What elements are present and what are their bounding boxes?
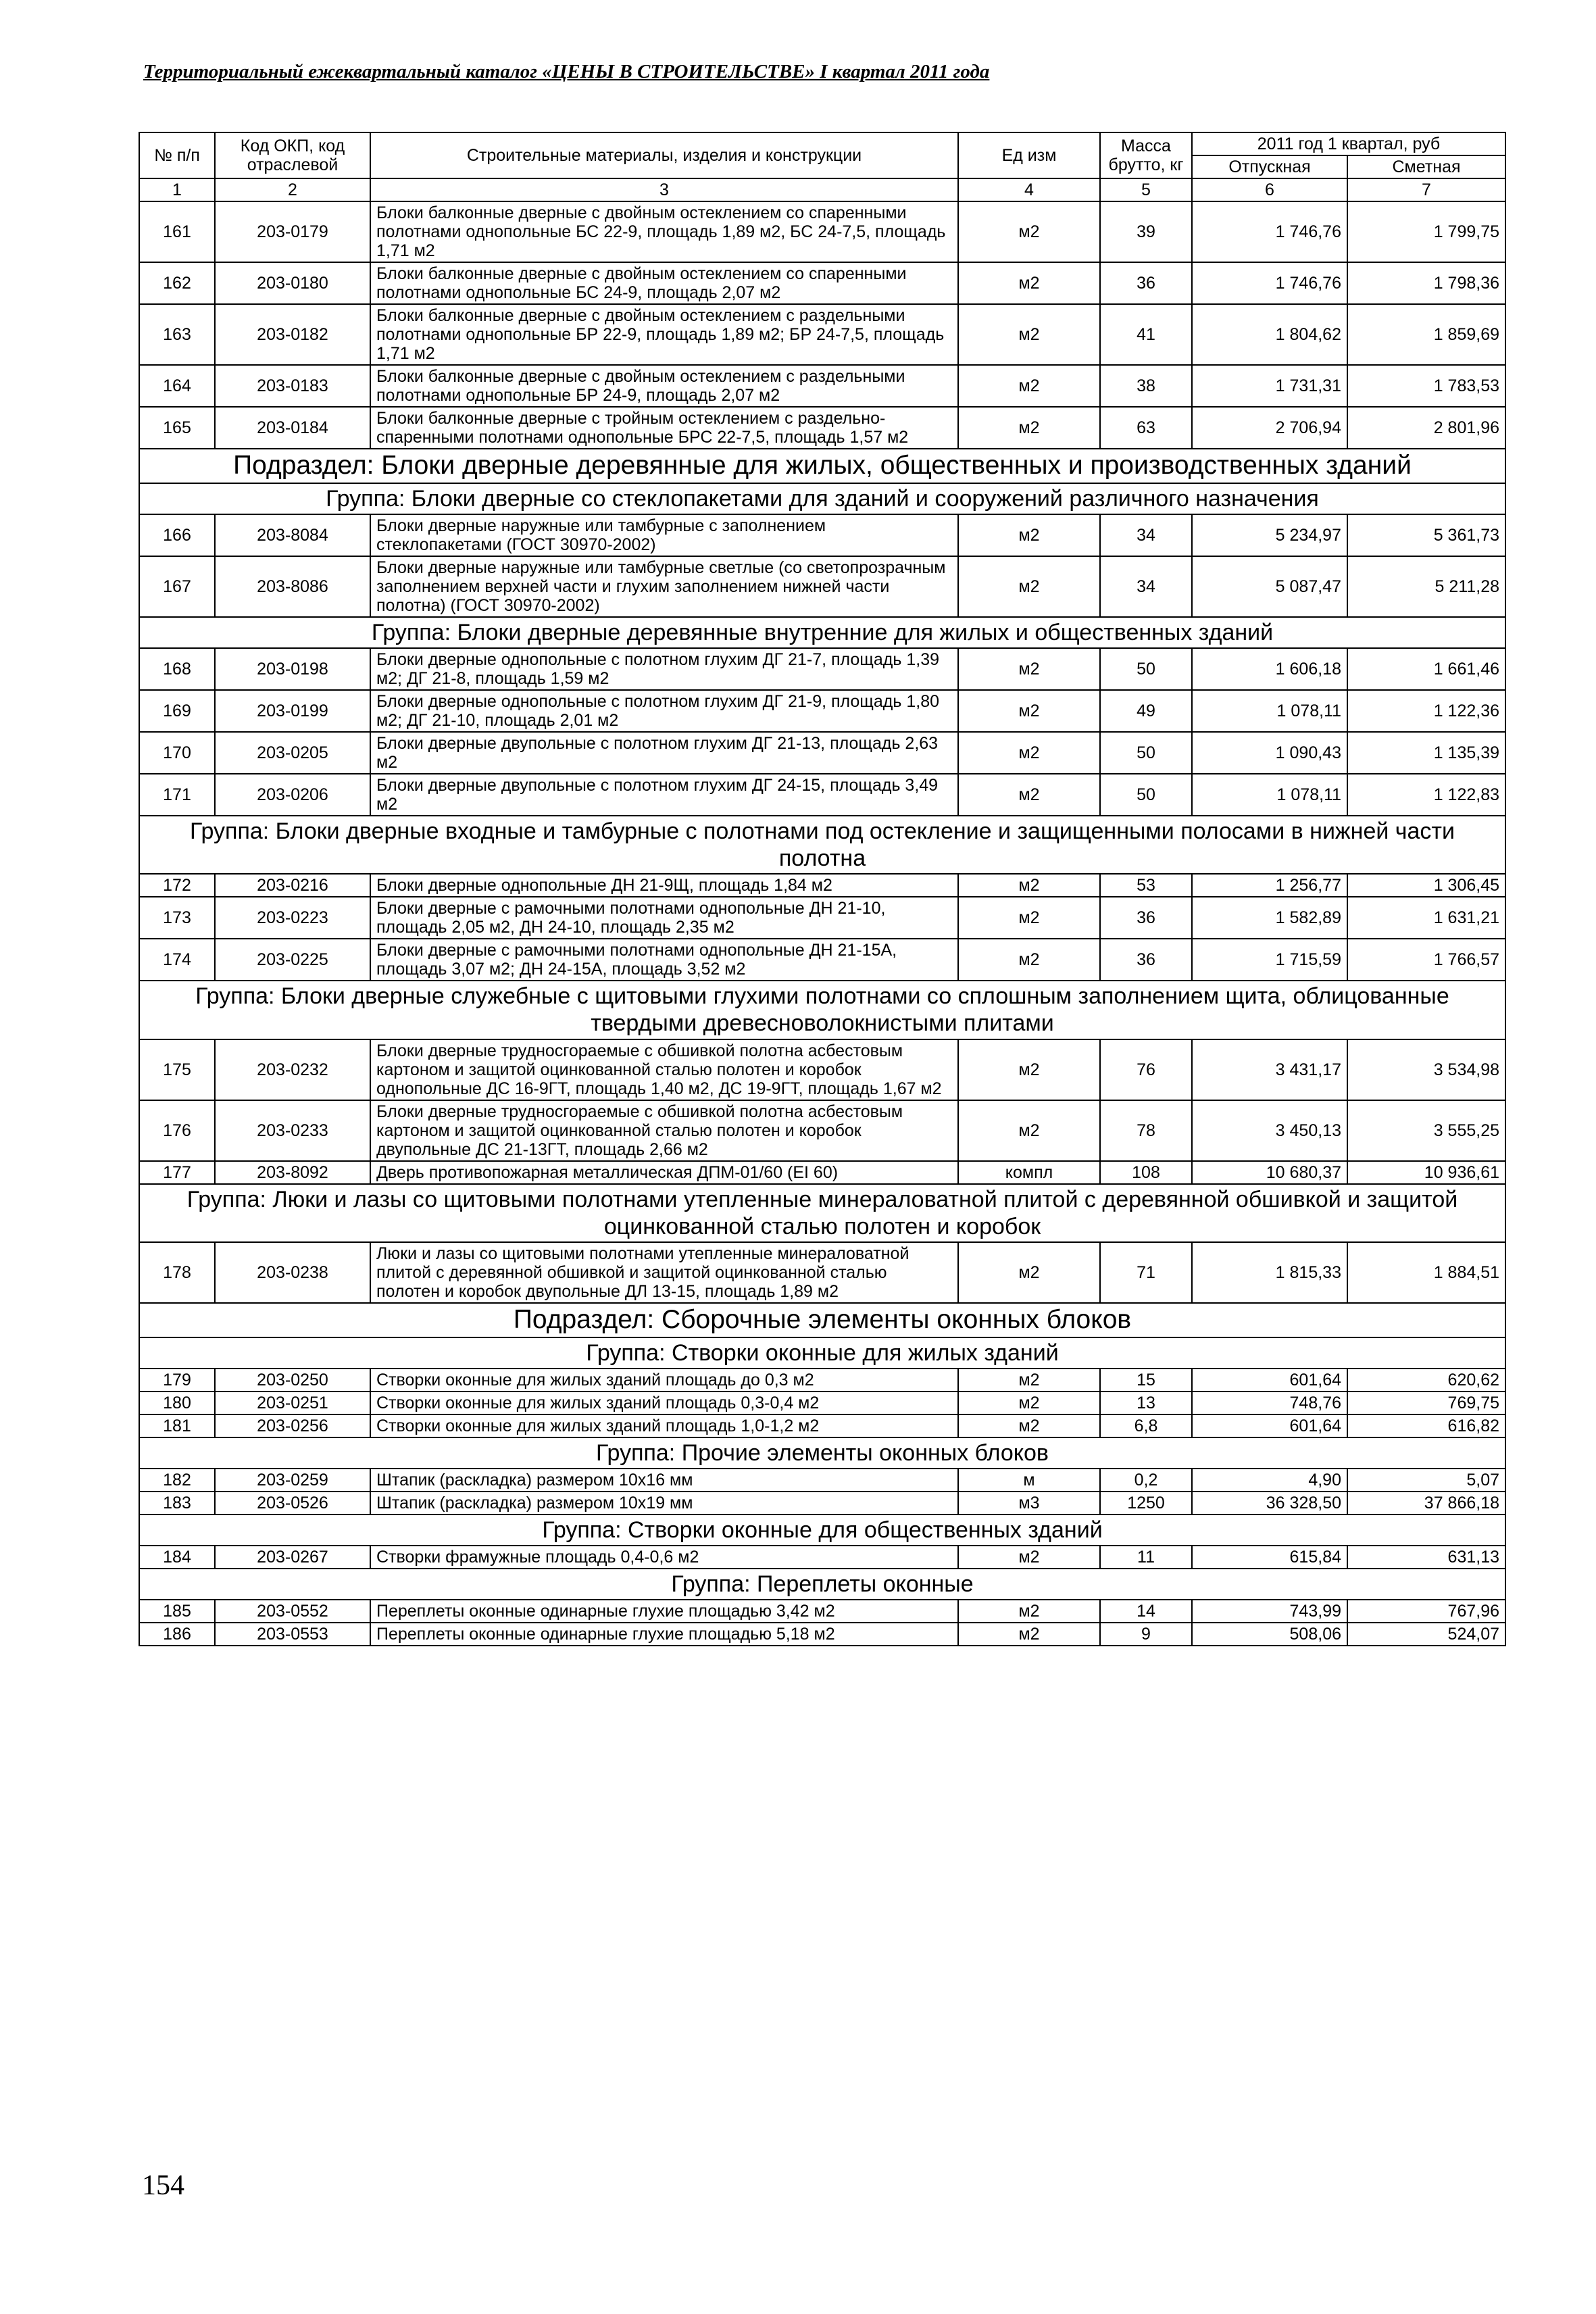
cell-release-price: 1 256,77 — [1192, 874, 1347, 897]
cell-num: 185 — [139, 1600, 215, 1623]
table-row — [139, 201, 1505, 262]
cell-num: 172 — [139, 874, 215, 897]
cell-num: 162 — [139, 262, 215, 304]
cell-release-price: 1 731,31 — [1192, 365, 1347, 407]
table-row — [139, 1242, 1505, 1303]
subsection-title: Подраздел: Блоки дверные деревянные для жилых, общественных и производственных зданий — [139, 449, 1505, 483]
cell-estimate-price: 1 783,53 — [1347, 365, 1505, 407]
cell-unit: м2 — [958, 1600, 1100, 1623]
cell-estimate-price: 10 936,61 — [1347, 1161, 1505, 1184]
cell-unit: м2 — [958, 1623, 1100, 1646]
column-number: 4 — [958, 178, 1100, 201]
cell-unit: м2 — [958, 1242, 1100, 1303]
cell-unit: м3 — [958, 1492, 1100, 1515]
cell-release-price: 1 715,59 — [1192, 939, 1347, 981]
cell-mass: 36 — [1100, 262, 1192, 304]
cell-release-price: 1 582,89 — [1192, 897, 1347, 939]
cell-mass: 0,2 — [1100, 1469, 1192, 1492]
cell-mass: 50 — [1100, 732, 1192, 774]
cell-estimate-price: 5 361,73 — [1347, 514, 1505, 556]
cell-estimate-price: 3 555,25 — [1347, 1100, 1505, 1161]
cell-release-price: 615,84 — [1192, 1546, 1347, 1569]
col-header-period: 2011 год 1 квартал, руб — [1192, 132, 1505, 155]
cell-name: Блоки дверные однопольные с полотном глухим ДГ 21-7, площадь 1,39 м2; ДГ 21-8, площадь 1,59 м2 — [370, 648, 958, 690]
cell-mass: 14 — [1100, 1600, 1192, 1623]
cell-num: 170 — [139, 732, 215, 774]
group-title: Группа: Створки оконные для жилых зданий — [139, 1337, 1505, 1369]
cell-release-price: 4,90 — [1192, 1469, 1347, 1492]
cell-estimate-price: 769,75 — [1347, 1392, 1505, 1414]
col-header-name: Строительные материалы, изделия и конструкции — [370, 132, 958, 178]
table-row — [139, 365, 1505, 407]
cell-estimate-price: 3 534,98 — [1347, 1039, 1505, 1100]
col-header-mass: Масса брутто, кг — [1100, 132, 1192, 178]
table-row — [139, 1469, 1505, 1492]
cell-num: 176 — [139, 1100, 215, 1161]
table-row — [139, 690, 1505, 732]
cell-estimate-price: 37 866,18 — [1347, 1492, 1505, 1515]
group-row — [139, 483, 1505, 514]
cell-name: Блоки дверные наружные или тамбурные с заполнением стеклопакетами (ГОСТ 30970-2002) — [370, 514, 958, 556]
cell-code: 203-0232 — [215, 1039, 370, 1100]
cell-num: 179 — [139, 1369, 215, 1392]
cell-num: 174 — [139, 939, 215, 981]
cell-name: Блоки балконные дверные с двойным остеклением с раздельными полотнами однопольные БР 22-9, площадь 1,89 м2; БР 24-7,5, площадь 1,71 м2 — [370, 304, 958, 365]
cell-mass: 49 — [1100, 690, 1192, 732]
cell-release-price: 10 680,37 — [1192, 1161, 1347, 1184]
cell-unit: м2 — [958, 648, 1100, 690]
cell-estimate-price: 1 306,45 — [1347, 874, 1505, 897]
cell-release-price: 2 706,94 — [1192, 407, 1347, 449]
cell-estimate-price: 2 801,96 — [1347, 407, 1505, 449]
cell-release-price: 1 606,18 — [1192, 648, 1347, 690]
cell-estimate-price: 1 859,69 — [1347, 304, 1505, 365]
group-title: Группа: Блоки дверные деревянные внутренние для жилых и общественных зданий — [139, 617, 1505, 648]
subsection-row — [139, 1303, 1505, 1337]
table-row — [139, 1414, 1505, 1437]
cell-code: 203-0183 — [215, 365, 370, 407]
table-row — [139, 1100, 1505, 1161]
cell-name: Блоки дверные трудносгораемые с обшивкой полотна асбестовым картоном и защитой оцинкованной сталью полотен и коробок двупольные ДС 21-13ГТ, площадь 2,66 м2 — [370, 1100, 958, 1161]
cell-code: 203-0198 — [215, 648, 370, 690]
group-title: Группа: Люки и лазы со щитовыми полотнами утепленные минераловатной плитой с деревянной обшивкой и защитой оцинкованной сталью полотен и коробок — [139, 1184, 1505, 1242]
cell-name: Переплеты оконные одинарные глухие площадью 3,42 м2 — [370, 1600, 958, 1623]
cell-release-price: 1 804,62 — [1192, 304, 1347, 365]
cell-code: 203-0182 — [215, 304, 370, 365]
cell-num: 166 — [139, 514, 215, 556]
cell-num: 186 — [139, 1623, 215, 1646]
column-number: 2 — [215, 178, 370, 201]
group-row — [139, 981, 1505, 1039]
cell-release-price: 1 090,43 — [1192, 732, 1347, 774]
cell-mass: 34 — [1100, 556, 1192, 617]
column-number: 1 — [139, 178, 215, 201]
cell-num: 175 — [139, 1039, 215, 1100]
cell-num: 180 — [139, 1392, 215, 1414]
table-row — [139, 1369, 1505, 1392]
cell-estimate-price: 5,07 — [1347, 1469, 1505, 1492]
cell-release-price: 5 087,47 — [1192, 556, 1347, 617]
cell-mass: 71 — [1100, 1242, 1192, 1303]
cell-mass: 15 — [1100, 1369, 1192, 1392]
table-row — [139, 1546, 1505, 1569]
cell-unit: м2 — [958, 1392, 1100, 1414]
cell-num: 171 — [139, 774, 215, 816]
cell-num: 168 — [139, 648, 215, 690]
cell-num: 163 — [139, 304, 215, 365]
cell-name: Створки фрамужные площадь 0,4-0,6 м2 — [370, 1546, 958, 1569]
group-title: Группа: Блоки дверные входные и тамбурные с полотнами под остекление и защищенными полосами в нижней части полотна — [139, 816, 1505, 874]
group-row — [139, 816, 1505, 874]
cell-estimate-price: 631,13 — [1347, 1546, 1505, 1569]
cell-name: Дверь противопожарная металлическая ДПМ-01/60 (EI 60) — [370, 1161, 958, 1184]
cell-code: 203-0250 — [215, 1369, 370, 1392]
table-row — [139, 407, 1505, 449]
cell-estimate-price: 1 122,83 — [1347, 774, 1505, 816]
cell-mass: 50 — [1100, 648, 1192, 690]
cell-release-price: 36 328,50 — [1192, 1492, 1347, 1515]
col-header-code: Код ОКП, код отраслевой — [215, 132, 370, 178]
cell-name: Блоки балконные дверные с тройным остеклением с раздельно-спаренными полотнами однопольные БРС 22-7,5, площадь 1,57 м2 — [370, 407, 958, 449]
table-row — [139, 262, 1505, 304]
cell-num: 173 — [139, 897, 215, 939]
cell-code: 203-0184 — [215, 407, 370, 449]
cell-code: 203-0238 — [215, 1242, 370, 1303]
cell-name: Блоки балконные дверные с двойным остеклением со спаренными полотнами однопольные БС 24-9, площадь 2,07 м2 — [370, 262, 958, 304]
cell-name: Люки и лазы со щитовыми полотнами утепленные минераловатной плитой с деревянной обшивкой и защитой оцинкованной сталью полотен и коробок двупольные ДЛ 13-15, площадь 1,89 м2 — [370, 1242, 958, 1303]
cell-estimate-price: 1 135,39 — [1347, 732, 1505, 774]
page-header: Территориальный ежеквартальный каталог «ЦЕНЫ В СТРОИТЕЛЬСТВЕ» I квартал 2011 года — [143, 61, 990, 82]
group-title: Группа: Блоки дверные служебные с щитовыми глухими полотнами со сплошным заполнением щита, облицованные твердыми древесноволокнистыми плитами — [139, 981, 1505, 1039]
cell-mass: 78 — [1100, 1100, 1192, 1161]
col-header-num: № п/п — [139, 132, 215, 178]
cell-mass: 1250 — [1100, 1492, 1192, 1515]
group-title: Группа: Прочие элементы оконных блоков — [139, 1437, 1505, 1469]
subsection-title: Подраздел: Сборочные элементы оконных блоков — [139, 1303, 1505, 1337]
cell-estimate-price: 1 661,46 — [1347, 648, 1505, 690]
table-row — [139, 732, 1505, 774]
column-number: 3 — [370, 178, 958, 201]
cell-num: 161 — [139, 201, 215, 262]
cell-release-price: 3 450,13 — [1192, 1100, 1347, 1161]
cell-estimate-price: 620,62 — [1347, 1369, 1505, 1392]
table-row — [139, 1600, 1505, 1623]
cell-release-price: 508,06 — [1192, 1623, 1347, 1646]
cell-name: Блоки дверные однопольные ДН 21-9Щ, площадь 1,84 м2 — [370, 874, 958, 897]
cell-mass: 36 — [1100, 939, 1192, 981]
group-row — [139, 617, 1505, 648]
cell-name: Блоки балконные дверные с двойным остеклением со спаренными полотнами однопольные БС 22-9, площадь 1,89 м2, БС 24-7,5, площадь 1,71 м2 — [370, 201, 958, 262]
cell-code: 203-0259 — [215, 1469, 370, 1492]
cell-code: 203-0206 — [215, 774, 370, 816]
cell-unit: компл — [958, 1161, 1100, 1184]
table-row — [139, 774, 1505, 816]
cell-mass: 76 — [1100, 1039, 1192, 1100]
table-row — [139, 1392, 1505, 1414]
cell-estimate-price: 5 211,28 — [1347, 556, 1505, 617]
cell-num: 181 — [139, 1414, 215, 1437]
cell-release-price: 3 431,17 — [1192, 1039, 1347, 1100]
cell-code: 203-0526 — [215, 1492, 370, 1515]
col-header-release: Отпускная — [1192, 155, 1347, 178]
cell-code: 203-0233 — [215, 1100, 370, 1161]
cell-num: 177 — [139, 1161, 215, 1184]
cell-code: 203-8086 — [215, 556, 370, 617]
cell-release-price: 601,64 — [1192, 1414, 1347, 1437]
cell-estimate-price: 524,07 — [1347, 1623, 1505, 1646]
cell-num: 184 — [139, 1546, 215, 1569]
cell-release-price: 5 234,97 — [1192, 514, 1347, 556]
cell-unit: м2 — [958, 407, 1100, 449]
cell-unit: м2 — [958, 1546, 1100, 1569]
cell-name: Блоки дверные двупольные с полотном глухим ДГ 21-13, площадь 2,63 м2 — [370, 732, 958, 774]
cell-code: 203-0251 — [215, 1392, 370, 1414]
table-header-row — [139, 132, 1505, 155]
column-number: 5 — [1100, 178, 1192, 201]
cell-unit: м2 — [958, 1369, 1100, 1392]
cell-code: 203-8084 — [215, 514, 370, 556]
cell-unit: м2 — [958, 1414, 1100, 1437]
cell-release-price: 1 078,11 — [1192, 774, 1347, 816]
cell-mass: 11 — [1100, 1546, 1192, 1569]
cell-mass: 53 — [1100, 874, 1192, 897]
col-header-unit: Ед изм — [958, 132, 1100, 178]
subsection-row — [139, 449, 1505, 483]
table-row — [139, 1039, 1505, 1100]
cell-estimate-price: 1 631,21 — [1347, 897, 1505, 939]
column-number: 7 — [1347, 178, 1505, 201]
table-row — [139, 1623, 1505, 1646]
cell-unit: м2 — [958, 556, 1100, 617]
cell-release-price: 1 746,76 — [1192, 201, 1347, 262]
cell-mass: 39 — [1100, 201, 1192, 262]
cell-code: 203-0205 — [215, 732, 370, 774]
page-number: 154 — [142, 2170, 184, 2201]
cell-estimate-price: 1 799,75 — [1347, 201, 1505, 262]
column-number: 6 — [1192, 178, 1347, 201]
cell-code: 203-0553 — [215, 1623, 370, 1646]
table-row — [139, 939, 1505, 981]
cell-code: 203-0223 — [215, 897, 370, 939]
cell-code: 203-0180 — [215, 262, 370, 304]
cell-name: Блоки дверные двупольные с полотном глухим ДГ 24-15, площадь 3,49 м2 — [370, 774, 958, 816]
table-row — [139, 304, 1505, 365]
cell-name: Блоки дверные с рамочными полотнами однопольные ДН 21-10, площадь 2,05 м2, ДН 24-10, площадь 2,35 м2 — [370, 897, 958, 939]
cell-mass: 36 — [1100, 897, 1192, 939]
cell-mass: 108 — [1100, 1161, 1192, 1184]
cell-code: 203-0267 — [215, 1546, 370, 1569]
cell-num: 167 — [139, 556, 215, 617]
cell-estimate-price: 1 766,57 — [1347, 939, 1505, 981]
table-row — [139, 648, 1505, 690]
cell-mass: 50 — [1100, 774, 1192, 816]
cell-code: 203-0179 — [215, 201, 370, 262]
cell-unit: м2 — [958, 1100, 1100, 1161]
group-title: Группа: Блоки дверные со стеклопакетами для зданий и сооружений различного назначения — [139, 483, 1505, 514]
table-row — [139, 874, 1505, 897]
group-row — [139, 1515, 1505, 1546]
column-number-row — [139, 178, 1505, 201]
cell-num: 165 — [139, 407, 215, 449]
cell-mass: 38 — [1100, 365, 1192, 407]
cell-unit: м2 — [958, 304, 1100, 365]
cell-name: Блоки дверные наружные или тамбурные светлые (со светопрозрачным заполнением верхней части и глухим заполнением нижней части полотна) (ГОСТ 30970-2002) — [370, 556, 958, 617]
cell-estimate-price: 616,82 — [1347, 1414, 1505, 1437]
cell-unit: м2 — [958, 690, 1100, 732]
table-body — [139, 201, 1505, 1646]
cell-name: Створки оконные для жилых зданий площадь 1,0-1,2 м2 — [370, 1414, 958, 1437]
cell-name: Штапик (раскладка) размером 10х16 мм — [370, 1469, 958, 1492]
col-header-estimate: Сметная — [1347, 155, 1505, 178]
cell-num: 169 — [139, 690, 215, 732]
cell-unit: м2 — [958, 897, 1100, 939]
table-row — [139, 514, 1505, 556]
cell-mass: 41 — [1100, 304, 1192, 365]
group-title: Группа: Переплеты оконные — [139, 1569, 1505, 1600]
cell-estimate-price: 1 122,36 — [1347, 690, 1505, 732]
cell-release-price: 1 815,33 — [1192, 1242, 1347, 1303]
cell-estimate-price: 767,96 — [1347, 1600, 1505, 1623]
cell-num: 164 — [139, 365, 215, 407]
cell-unit: м2 — [958, 201, 1100, 262]
cell-code: 203-0552 — [215, 1600, 370, 1623]
group-title: Группа: Створки оконные для общественных зданий — [139, 1515, 1505, 1546]
cell-unit: м — [958, 1469, 1100, 1492]
cell-unit: м2 — [958, 262, 1100, 304]
cell-estimate-price: 1 884,51 — [1347, 1242, 1505, 1303]
cell-unit: м2 — [958, 939, 1100, 981]
cell-estimate-price: 1 798,36 — [1347, 262, 1505, 304]
cell-mass: 34 — [1100, 514, 1192, 556]
cell-code: 203-0216 — [215, 874, 370, 897]
cell-name: Переплеты оконные одинарные глухие площадью 5,18 м2 — [370, 1623, 958, 1646]
cell-num: 178 — [139, 1242, 215, 1303]
table-row — [139, 556, 1505, 617]
cell-name: Блоки дверные однопольные с полотном глухим ДГ 21-9, площадь 1,80 м2; ДГ 21-10, площадь 2,01 м2 — [370, 690, 958, 732]
cell-name: Блоки дверные с рамочными полотнами однопольные ДН 21-15А, площадь 3,07 м2; ДН 24-15А, площадь 3,52 м2 — [370, 939, 958, 981]
cell-name: Штапик (раскладка) размером 10х19 мм — [370, 1492, 958, 1515]
cell-release-price: 1 746,76 — [1192, 262, 1347, 304]
group-row — [139, 1569, 1505, 1600]
cell-code: 203-8092 — [215, 1161, 370, 1184]
cell-name: Блоки балконные дверные с двойным остеклением с раздельными полотнами однопольные БР 24-9, площадь 2,07 м2 — [370, 365, 958, 407]
cell-mass: 13 — [1100, 1392, 1192, 1414]
cell-unit: м2 — [958, 774, 1100, 816]
table-row — [139, 1492, 1505, 1515]
cell-code: 203-0199 — [215, 690, 370, 732]
cell-name: Створки оконные для жилых зданий площадь до 0,3 м2 — [370, 1369, 958, 1392]
cell-mass: 9 — [1100, 1623, 1192, 1646]
group-row — [139, 1184, 1505, 1242]
cell-release-price: 1 078,11 — [1192, 690, 1347, 732]
cell-mass: 63 — [1100, 407, 1192, 449]
cell-release-price: 743,99 — [1192, 1600, 1347, 1623]
table-row — [139, 1161, 1505, 1184]
cell-unit: м2 — [958, 874, 1100, 897]
cell-release-price: 601,64 — [1192, 1369, 1347, 1392]
cell-unit: м2 — [958, 1039, 1100, 1100]
cell-code: 203-0256 — [215, 1414, 370, 1437]
cell-name: Блоки дверные трудносгораемые с обшивкой полотна асбестовым картоном и защитой оцинкованной сталью полотен и коробок однопольные ДС 16-9ГТ, площадь 1,40 м2, ДС 19-9ГТ, площадь 1,67 м2 — [370, 1039, 958, 1100]
group-row — [139, 1437, 1505, 1469]
cell-name: Створки оконные для жилых зданий площадь 0,3-0,4 м2 — [370, 1392, 958, 1414]
cell-unit: м2 — [958, 732, 1100, 774]
cell-num: 182 — [139, 1469, 215, 1492]
cell-num: 183 — [139, 1492, 215, 1515]
price-table — [139, 132, 1506, 1646]
group-row — [139, 1337, 1505, 1369]
cell-mass: 6,8 — [1100, 1414, 1192, 1437]
cell-release-price: 748,76 — [1192, 1392, 1347, 1414]
cell-unit: м2 — [958, 365, 1100, 407]
cell-code: 203-0225 — [215, 939, 370, 981]
cell-unit: м2 — [958, 514, 1100, 556]
table-row — [139, 897, 1505, 939]
